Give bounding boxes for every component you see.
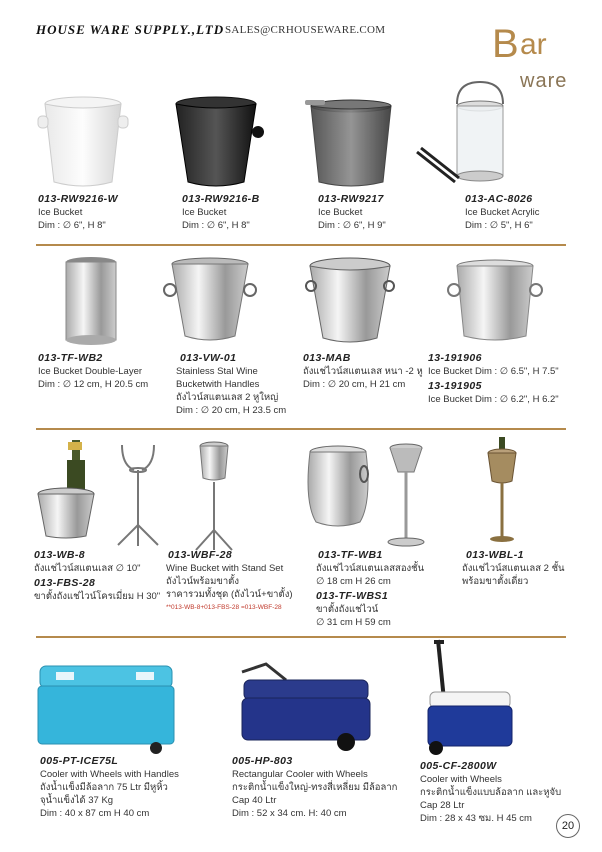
product-desc-thai: พร้อมขาตั้งเดี่ยว	[462, 576, 529, 587]
product-capacity: จุน้ำแข็งได้ 37 Kg	[40, 795, 114, 806]
product-desc-thai: ถังแช่ไวน์สแตนเลสสองชั้น	[316, 563, 425, 574]
product-desc-thai: กระติกน้ำแข็งใหญ่-ทรงสี่เหลี่ยม มีล้อลาก	[232, 782, 398, 793]
product-code: 13-191906	[428, 352, 482, 364]
product-code: 013-AC-8026	[465, 193, 533, 205]
product-desc: Ice Bucket	[38, 207, 83, 218]
navy-cooler-image	[236, 660, 376, 752]
product-dim: Dim : ∅ 6", H 8"	[38, 220, 106, 231]
product-dim: Dim : ∅ 5", H 6"	[465, 220, 533, 231]
product-desc: Wine Bucket with Stand Set	[166, 563, 284, 574]
product-capacity: Cap 28 Ltr	[420, 800, 465, 811]
acrylic-ice-bucket-image	[415, 82, 515, 192]
product-code: 013-WBF-28	[168, 549, 233, 561]
product-dim: Dim : ∅ 6", H 8"	[182, 220, 250, 231]
stainless-wine-bucket-image	[165, 256, 255, 346]
product-desc-thai: ถังไวน์พร้อมขาตั้ง	[166, 576, 239, 587]
product-code: 013-WB-8	[34, 549, 86, 561]
product-code: 013-TF-WB1	[318, 549, 383, 561]
ice-bucket-handles-image	[450, 258, 540, 348]
product-dim: Dim : 28 x 43 ซม. H 45 cm	[420, 813, 532, 824]
row-divider	[36, 244, 566, 246]
product-desc-thai: ถังแช่ไวน์สแตนเลส 2 ชั้น	[462, 563, 565, 574]
cyan-cooler-image	[36, 662, 176, 754]
company-name: HOUSE WARE SUPPLY.,LTD	[36, 22, 225, 37]
product-code: 013-WBL-1	[466, 549, 524, 561]
product-desc-thai: ถังแช่ไวน์สแตนเลส ∅ 10"	[34, 563, 141, 574]
product-desc-thai: ขาตั้งถังแช่ไวน์	[316, 604, 379, 615]
product-dim: Dim : ∅ 20 cm, H 21 cm	[303, 379, 406, 390]
product-dim: Dim : ∅ 20 cm, H 23.5 cm	[176, 405, 287, 416]
product-code: 013-MAB	[303, 352, 351, 364]
product-dim: Dim : 52 x 34 cm. H: 40 cm	[232, 808, 347, 819]
wine-bucket-stand-single-image	[382, 442, 430, 550]
product-desc-thai: กระติกน้ำแข็งแบบล้อลาก และหูจับ	[420, 787, 562, 798]
product-dim: Dim : ∅ 12 cm, H 20.5 cm	[38, 379, 149, 390]
blue-white-cooler-image	[424, 640, 514, 758]
product-code: 13-191905	[428, 380, 482, 392]
product-desc: Ice Bucket	[182, 207, 227, 218]
product-desc-thai: ถังน้ำแข็งมีล้อลาก 75 Ltr มีหูหิ้ว	[40, 782, 168, 793]
smoked-ice-bucket-image	[305, 96, 397, 191]
product-code: 013-TF-WBS1	[316, 590, 389, 602]
product-dim: Dim : 40 x 87 cm H 40 cm	[40, 808, 150, 819]
product-desc: Cooler with Wheels	[420, 774, 502, 785]
product-code: 013-TF-WB2	[38, 352, 103, 364]
product-price-note: ราคารวมทั้งชุด (ถังไวน์+ขาตั้ง)	[166, 589, 293, 600]
product-code: 005-CF-2800W	[420, 760, 497, 772]
product-code: 013-VW-01	[180, 352, 237, 364]
section-title-initial: B	[492, 22, 519, 66]
row-divider	[36, 428, 566, 430]
product-desc: Stainless Stal Wine	[176, 366, 258, 377]
double-layer-bucket-image	[62, 256, 120, 346]
product-desc-thai: ถังแช่ไวน์สแตนเลส หนา -2 หู	[303, 366, 423, 377]
product-desc: Rectangular Cooler with Wheels	[232, 769, 368, 780]
product-code: 005-HP-803	[232, 755, 293, 767]
product-dim: Ice Bucket Dim : ∅ 6.5", H 7.5"	[428, 366, 559, 377]
double-wall-wine-bucket-image	[302, 442, 374, 532]
product-code: 013-RW9216-B	[182, 193, 260, 205]
wine-bucket-bronze-stand-image	[482, 437, 522, 547]
product-capacity: Cap 40 Ltr	[232, 795, 277, 806]
product-dim: Ice Bucket Dim : ∅ 6.2", H 6.2"	[428, 394, 559, 405]
company-email: SALES@CRHOUSEWARE.COM	[225, 24, 386, 36]
wine-bucket-stand-image	[112, 440, 164, 550]
product-desc-thai: ขาตั้งถังแช่ไวน์โครเมี่ยม H 30"	[34, 591, 161, 602]
product-desc-thai: ถังไวน์สแตนเลส 2 หูใหญ่	[176, 392, 279, 403]
product-desc: Bucketwith Handles	[176, 379, 260, 390]
product-code: 013-RW9216-W	[38, 193, 118, 205]
product-desc: Ice Bucket Acrylic	[465, 207, 540, 218]
section-subtitle: ware	[520, 70, 568, 92]
wine-bucket-bottle-image	[34, 440, 104, 540]
product-desc: Cooler with Wheels with Handles	[40, 769, 179, 780]
product-desc: Ice Bucket Double-Layer	[38, 366, 143, 377]
product-code: 013-RW9217	[318, 193, 384, 205]
product-code: 013-FBS-28	[34, 577, 96, 589]
product-dim: Dim : ∅ 6", H 9"	[318, 220, 386, 231]
page-number: 20	[556, 814, 580, 838]
section-title-rest: ar	[520, 28, 547, 61]
thick-wine-bucket-image	[305, 256, 395, 346]
product-dim: ∅ 31 cm H 59 cm	[316, 617, 391, 628]
product-desc: Ice Bucket	[318, 207, 363, 218]
black-ice-bucket-image	[170, 96, 265, 191]
product-code: 005-PT-ICE75L	[40, 755, 119, 767]
row-divider	[36, 636, 566, 638]
set-composition-note: **013-WB-8+013-FBS-28 =013-WBF-28	[166, 604, 282, 611]
white-ice-bucket-image	[38, 96, 128, 191]
wine-bucket-with-stand-image	[190, 440, 238, 552]
product-dim: ∅ 18 cm H 26 cm	[316, 576, 391, 587]
